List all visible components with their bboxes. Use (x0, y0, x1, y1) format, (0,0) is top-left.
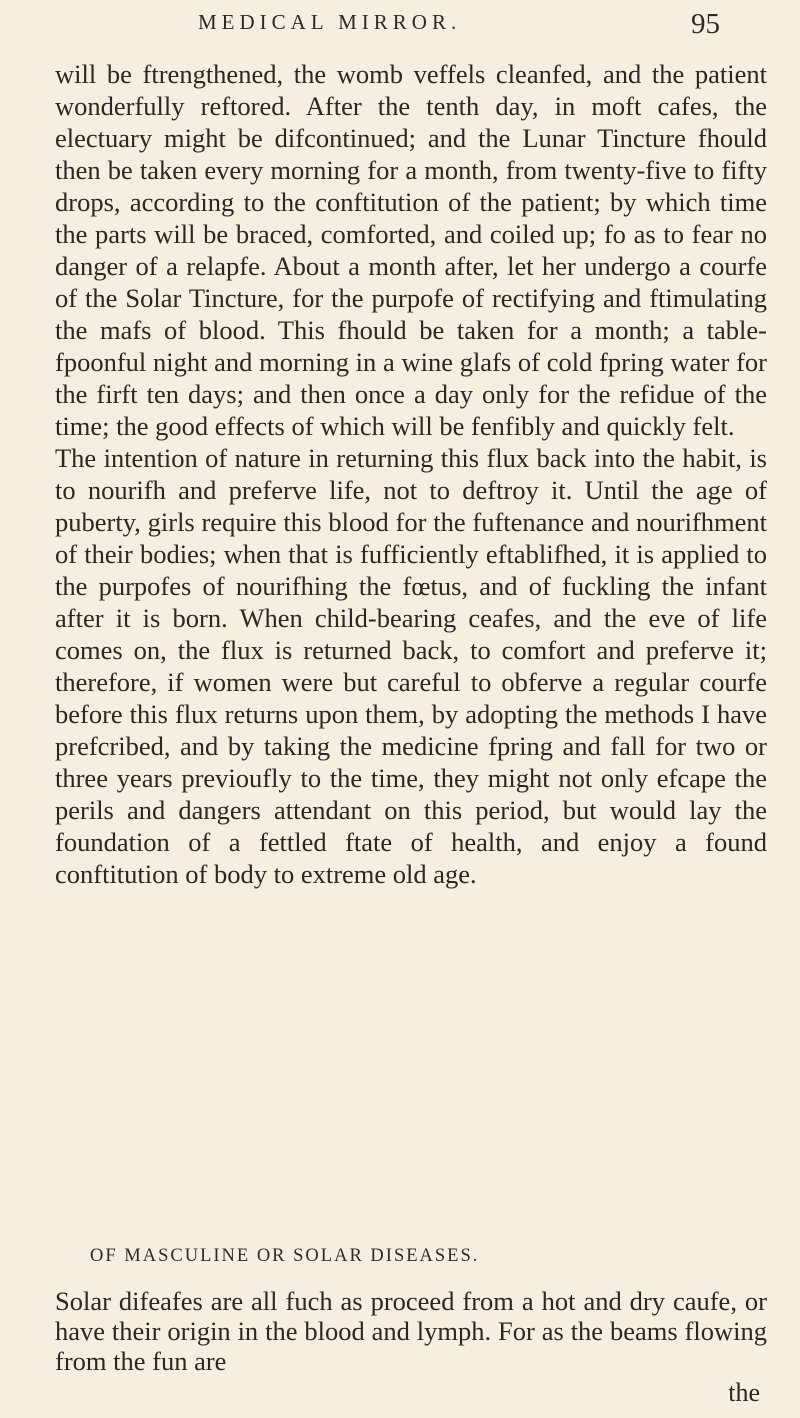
paragraph-2: The intention of nature in returning this flux back into the habit, is to nourifh and preferve life, not to deftroy it. Until the age of puberty, girls require this blood for the fuftenance and nourifhment of their bodies; when that is fufficiently eftablifhed, it is applied to the purpofes of nourifhing the fœtus, and of fuckling the infant after it is born. When child-bearing ceafes, and the eve of life comes on, the flux is returned back, to comfort and preferve it; therefore, if women were but careful to obferve a regular courfe before this flux returns upon them, by adopting the methods I have prefcribed, and by taking the medicine fpring and fall for two or three years previoufly to the time, they might not only efcape the perils and dangers attendant on this period, but would lay the foundation of a fettled ftate of health, and enjoy a found conftitution of body to extreme old age. (55, 443, 767, 889)
running-head: MEDICAL MIRROR. (198, 10, 462, 34)
page-number: 95 (691, 8, 720, 40)
paragraph-1: will be ftrengthened, the womb veffels cleanfed, and the patient wonderfully reftored. After the tenth day, in moft cafes, the electuary might be difcontinued; and the Lunar Tincture fhould then be taken every morning for a month, from twenty-five to fifty drops, according to the conftitution of the patient; by which time the parts will be braced, comforted, and coiled up; fo as to fear no danger of a relapfe. About a month after, let her undergo a courfe of the Solar Tincture, for the purpofe of rectifying and ftimulating the mafs of blood. This fhould be taken for a month; a table-fpoonful night and morning in a wine glafs of cold fpring water for the firft ten days; and then once a day only for the refidue of the time; the good effects of which will be fenfibly and quickly felt. (55, 59, 767, 441)
body-text (55, 58, 767, 890)
catchword: the (728, 1378, 760, 1407)
section-heading: OF MASCULINE OR SOLAR DISEASES. (90, 1246, 480, 1266)
page-header (0, 4, 800, 48)
section-paragraph: Solar difeafes are all fuch as proceed from a hot and dry caufe, or have their origin in the blood and lymph. For as the beams flowing from the fun are (55, 1286, 767, 1376)
